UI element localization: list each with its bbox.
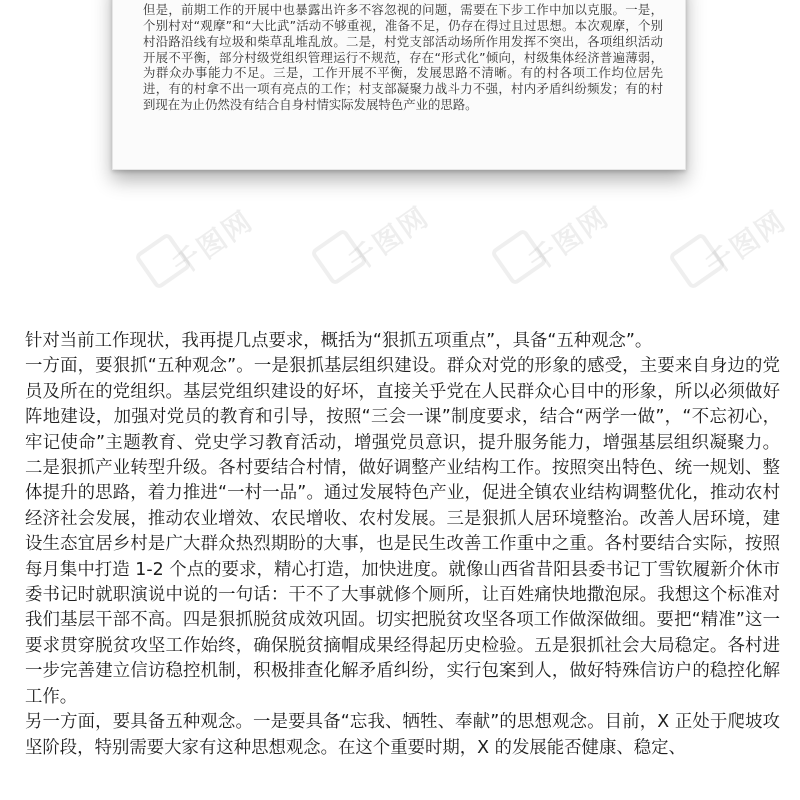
preview-text-block xyxy=(143,0,663,113)
watermark-text: 千图网 xyxy=(166,203,260,283)
body-paragraph: 针对当前工作现状，我再提几点要求，概括为“狠抓五项重点”，具备“五种观念”。 xyxy=(25,331,653,351)
body-paragraph: 一方面，要狠抓“五种观念”。一是狠抓基层组织建设。群众对党的形象的感受，主要来自身边的党员及所在的党组织。基层党组织建设的好坏，直接关乎党在人民群众心目中的形象，所以必须做好阵地建设，加强对党员的教育和引导，按照“三会一课”制度要求，结合“两学一做”，“不忘初心，牢记使命”主题教育、党史学习教育活动，增强党员意识，提升服务能力，增强基层组织凝聚力。二是狠抓产业转型升级。各村要结合村情，做好调整产业结构工作。按照突出特色、统一规划、整体提升的思路，着力推进“一村一品”。通过发展特色产业，促进全镇农业结构调整优化，推动农村经济社会发展，推动农业增效、农民增收、农村发展。三是狠抓人居环境整治。改善人居环境，建设生态宜居乡村是广大群众热烈期盼的大事，也是民生改善工作重中之重。各村要结合实际，按照每月集中打造 1-2 个点的要求，精心打造，加快进度。就像山西省昔阳县委书记丁雪钦履新介休市委书记时就职演说中说的一句话：干不了大事就修个厕所，让百姓痛快地撒泡尿。我想这个标准对我们基层干部不高。四是狠抓脱贫成效巩固。切实把脱贫攻坚各项工作做深做细。要把“精准”这一要求贯穿脱贫攻坚工作始终，确保脱贫摘帽成果经得起历史检验。五是狠抓社会大局稳定。各村进一步完善建立信访稳控机制，积极排查化解矛盾纠纷，实行包案到人，做好特殊信访户的稳控化解工作。 xyxy=(25,356,780,707)
document-preview-card xyxy=(112,0,686,170)
body-paragraph: 另一方面，要具备五种观念。一是要具备“忘我、牺牲、奉献”的思想观念。目前，X 正处于爬坡攻坚阶段，特别需要大家有这种思想观念。在这个重要时期，X 的发展能否健康、稳定、 xyxy=(25,712,780,758)
document-body xyxy=(25,329,780,761)
watermark-text: 千图网 xyxy=(699,203,793,283)
watermark-text: 千图网 xyxy=(522,199,616,279)
preview-paragraph: 但是，前期工作的开展中也暴露出许多不容忽视的问题，需要在下步工作中加以克服。一是，个别村对“观摩”和“大比武”活动不够重视，准备不足，仍存在得过且过思想。本次观摩，个别村沿路沿线有垃圾和柴草乱堆乱放。二是，村党支部活动场所作用发挥不突出，各项组织活动开展不平衡，部分村级党组织管理运行不规范，存在“形式化”倾向，村级集体经济普遍薄弱，为群众办事能力不足。三是，工作开展不平衡，发展思路不清晰。有的村各项工作均位居先进，有的村拿不出一项有亮点的工作；村支部凝聚力战斗力不强，村内矛盾纠纷频发；有的村到现在为止仍然没有结合自身村情实际发展特色产业的思路。 xyxy=(143,1,663,113)
watermark-text: 千图网 xyxy=(342,199,436,279)
